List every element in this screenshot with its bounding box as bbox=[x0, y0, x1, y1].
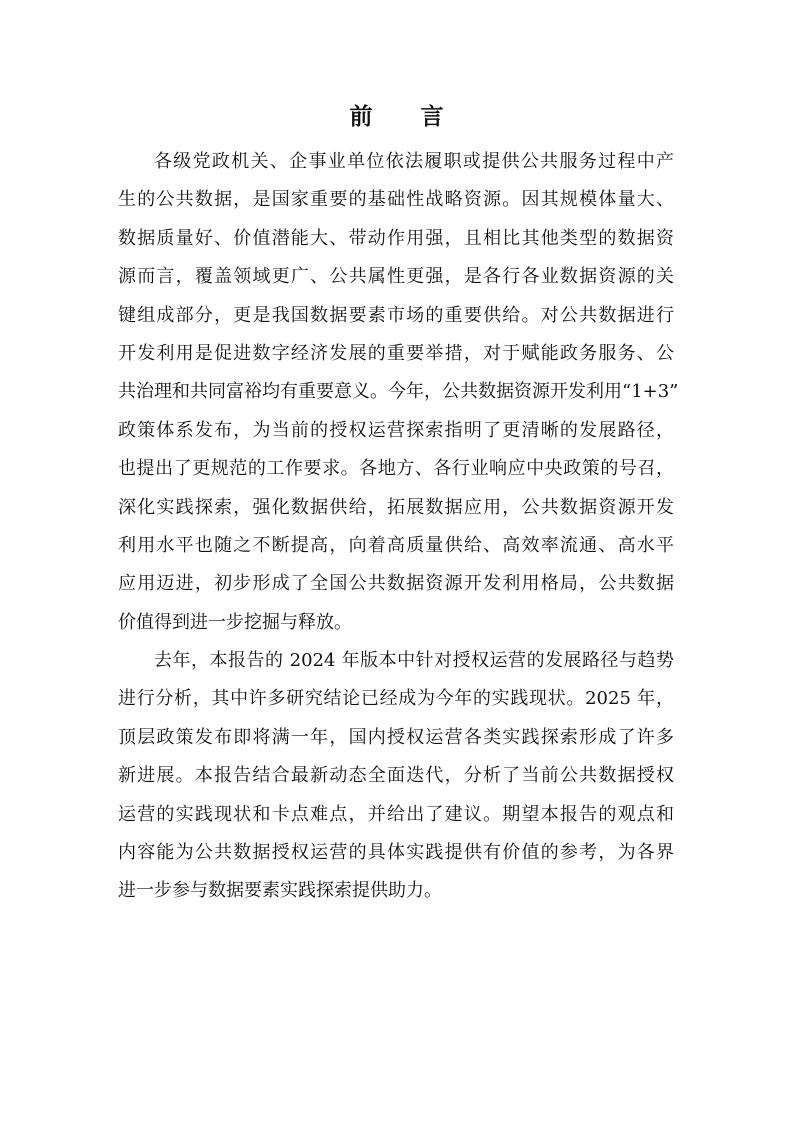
text-line: 运营的实践现状和卡点难点，并给出了建议。期望本报告的观点和 bbox=[118, 803, 674, 825]
text-line: 深化实践探索，强化数据供给，拓展数据应用，公共数据资源开发 bbox=[118, 496, 674, 518]
paragraph-2 bbox=[118, 642, 674, 911]
text-line: 开发利用是促进数字经济发展的重要举措，对于赋能政务服务、公 bbox=[118, 342, 674, 364]
text-line: 进行分析，其中许多研究结论已经成为今年的实践现状。2025 年， bbox=[118, 688, 674, 710]
text-line: 也提出了更规范的工作要求。各地方、各行业响应中央政策的号召， bbox=[118, 458, 674, 480]
text-line: 新进展。本报告结合最新动态全面迭代，分析了当前公共数据授权 bbox=[118, 765, 674, 787]
text-line: 生的公共数据，是国家重要的基础性战略资源。因其规模体量大、 bbox=[118, 189, 674, 211]
text-line: 政策体系发布，为当前的授权运营探索指明了更清晰的发展路径， bbox=[118, 419, 674, 441]
text-line: 去年，本报告的 2024 年版本中针对授权运营的发展路径与趋势 bbox=[154, 650, 674, 672]
body-text bbox=[118, 143, 679, 911]
text-line: 源而言，覆盖领域更广、公共属性更强，是各行各业数据资源的关 bbox=[118, 266, 674, 288]
text-line: 应用迈进，初步形成了全国公共数据资源开发利用格局，公共数据 bbox=[118, 573, 674, 595]
text-line: 内容能为公共数据授权运营的具体实践提供有价值的参考，为各界 bbox=[118, 842, 674, 864]
text-line: 利用水平也随之不断提高，向着高质量供给、高效率流通、高水平 bbox=[118, 534, 674, 556]
page-title: 前 言 bbox=[349, 103, 464, 130]
text-line: 进一步参与数据要素实践探索提供助力。 bbox=[118, 880, 442, 902]
text-line: 数据质量好、价值潜能大、带动作用强，且相比其他类型的数据资 bbox=[118, 227, 674, 249]
text-line: 键组成部分，更是我国数据要素市场的重要供给。对公共数据进行 bbox=[118, 304, 674, 326]
text-line: 各级党政机关、企事业单位依法履职或提供公共服务过程中产 bbox=[154, 151, 674, 172]
text-line: 顶层政策发布即将满一年，国内授权运营各类实践探索形成了许多 bbox=[118, 726, 674, 748]
paragraph-1 bbox=[118, 143, 679, 642]
text-line: 共治理和共同富裕均有重要意义。今年，公共数据资源开发利用“1+3” bbox=[118, 381, 679, 403]
text-line: 价值得到进一步挖掘与释放。 bbox=[118, 611, 352, 633]
